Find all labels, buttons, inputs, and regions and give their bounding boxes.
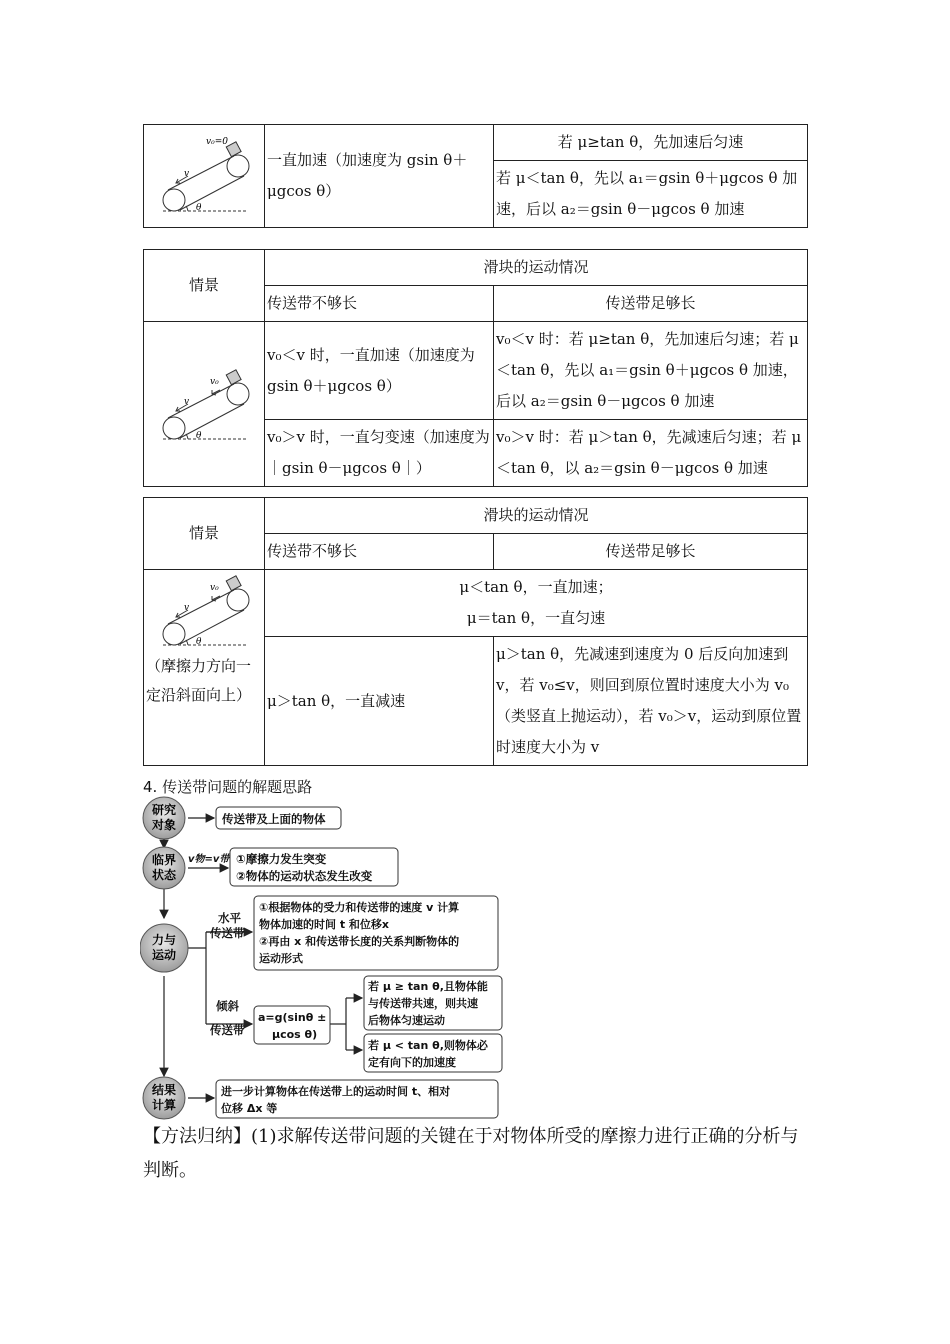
label-inclined: 传送带 [210,1023,245,1037]
node-text: 运动 [151,948,177,962]
v0-label: v₀ [210,583,219,593]
theta-label: θ [196,431,202,441]
table3-r2-short: μ＞tan θ，一直减速 [265,637,494,766]
box-text: ②再由 x 和传送带长度的关系判断物体的 [259,935,460,948]
table2-r1-long: v₀＜v 时：若 μ≥tan θ，先加速后匀速；若 μ＜tan θ，先以 a₁＝gsin θ＋μgcos θ 加速，后以 a₂＝gsin θ－μgcos θ 加速 [494,322,808,420]
box-text: 若 μ ≥ tan θ,且物体能 [368,980,488,993]
node-research-object [143,797,185,839]
box-text: ②物体的运动状态发生改变 [236,869,373,883]
v-label: v [184,169,190,179]
table3-r2-long: μ＞tan θ，先减速到速度为 0 后反向加速到 v，若 v₀≤v，则回到原位置时速度大小为 v₀（类竖直上抛运动），若 v₀＞v，运动到原位置时速度大小为 v [494,637,808,766]
scene-figure-1 [144,125,265,228]
scene-note: （摩擦力方向一定沿斜面向上） [146,657,252,704]
node-text: 对象 [151,818,177,832]
box-text: 定有向下的加速度 [368,1056,456,1069]
table3-header-motion: 滑块的运动情况 [265,498,808,534]
theta-label: θ [196,203,202,213]
node-text: 状态 [151,868,177,882]
v-label: v [184,603,190,613]
table3-r1-line2: μ＝tan θ，一直匀速 [466,609,606,627]
condition-label: v物=v带 [188,854,230,865]
v0-label: v₀=0 [206,137,228,147]
node-text: 力与 [151,933,177,947]
table2-header-long: 传送带足够长 [494,286,808,322]
table1-col2: 一直加速（加速度为 gsin θ＋μgcos θ） [265,125,494,228]
table1-col3-row2: 若 μ＜tan θ，先以 a₁＝gsin θ＋μgcos θ 加速，后以 a₂＝gsin θ－μgcos θ 加速 [494,161,808,228]
box-text: 进一步计算物体在传送带上的运动时间 t、相对 [221,1085,451,1098]
box-text: 若 μ < tan θ,则物体必 [368,1039,488,1052]
table1-col3-row1: 若 μ≥tan θ，先加速后匀速 [494,125,808,161]
label-horizontal: 传送带 [210,926,245,940]
incline-conveyor-figure [148,572,260,652]
node-text: 临界 [151,853,177,867]
scene-figure-2 [144,322,265,487]
table3-r1-line1: μ＜tan θ，一直加速； [459,578,613,596]
table2-r2-long: v₀＞v 时：若 μ＞tan θ，先减速后匀速；若 μ＜tan θ，以 a₂＝gsin θ－μgcos θ 加速 [494,420,808,487]
section-title: 4. 传送带问题的解题思路 [143,778,313,796]
box-text: a=g(sinθ ± [258,1011,327,1024]
node-text: 计算 [151,1098,177,1112]
table-1 [143,124,808,228]
box-text: 传送带及上面的物体 [222,812,326,826]
incline-conveyor-figure [148,360,260,448]
table3-header-scene: 情景 [144,498,265,570]
box-text: ①摩擦力发生突变 [236,852,327,866]
table2-header-short: 传送带不够长 [265,286,494,322]
box-text: ①根据物体的受力和传送带的速度 v 计算 [259,901,460,914]
node-text: 研究 [151,803,177,817]
box-text: μcos θ) [272,1028,318,1041]
node-result-calc [143,1077,185,1119]
table3-header-long: 传送带足够长 [494,534,808,570]
table-3 [143,497,808,766]
table2-r2-short: v₀＞v 时，一直匀变速（加速度为｜gsin θ－μgcos θ｜） [265,420,494,487]
v0-label: v₀ [210,377,219,387]
label-horizontal: 水平 [218,911,241,925]
label-inclined: 倾斜 [216,999,239,1013]
method-summary: 【方法归纳】(1)求解传送带问题的关键在于对物体所受的摩擦力进行正确的分析与判断。 [143,1126,799,1181]
box-text: 后物体匀速运动 [368,1014,445,1027]
node-force-motion [140,924,188,972]
node-critical-state [143,847,185,889]
box-text: 与传送带共速，则共速 [368,997,478,1010]
box-text: 物体加速的时间 t 和位移x [259,918,390,931]
scene-figure-3 [144,570,265,766]
table3-header-short: 传送带不够长 [265,534,494,570]
incline-conveyor-figure [148,132,260,220]
node-text: 结果 [151,1083,177,1097]
solution-flowchart [140,796,510,1120]
v-label: v [184,397,190,407]
table2-header-scene: 情景 [144,250,265,322]
table2-header-motion: 滑块的运动情况 [265,250,808,286]
theta-label: θ [196,637,202,647]
table-2 [143,249,808,487]
table2-r1-short: v₀＜v 时，一直加速（加速度为 gsin θ＋μgcos θ） [265,322,494,420]
box-text: 位移 Δx 等 [221,1102,278,1115]
table3-r1 [265,570,808,637]
box-text: 运动形式 [259,952,303,965]
